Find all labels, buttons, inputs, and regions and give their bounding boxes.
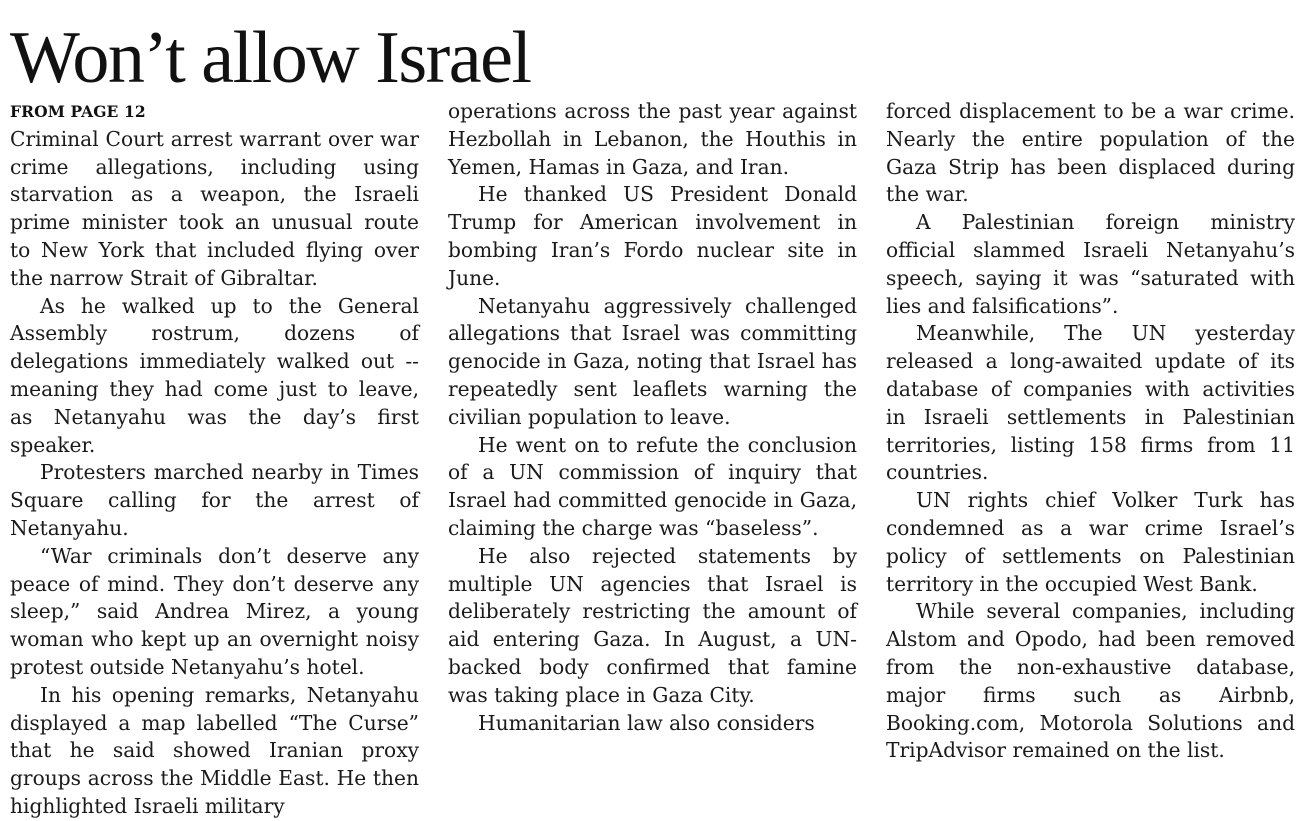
headline: Won’t allow Israel bbox=[10, 17, 531, 99]
paragraph: In his opening remarks, Netanyahu displayed a map labelled “The Curse” that he said showed Iranian proxy groups across the Middle East. He then highlighted Israeli military bbox=[10, 682, 419, 818]
paragraph: Meanwhile, The UN yesterday released a long-awaited update of its database of companies with activities in Israeli settlements in Palestinian territories, listing 158 firms from 11 countries. bbox=[886, 321, 1295, 485]
paragraph: “War criminals don’t deserve any peace of mind. They don’t deserve any sleep,” said Andrea Mirez, a young woman who kept up an overnight noisy protest outside Netanyahu’s hotel. bbox=[10, 543, 419, 679]
paragraph: While several companies, including Alstom and Opodo, had been removed from the non-exhaustive database, major firms such as Airbnb, Booking.com, Motorola Solutions and TripAdvisor remained on the list. bbox=[886, 599, 1295, 763]
paragraph: He also rejected statements by multiple UN agencies that Israel is deliberately restricting the amount of aid entering Gaza. In August, a UN-backed body confirmed that famine was taking place in Gaza City. bbox=[448, 543, 857, 707]
paragraph: He went on to refute the conclusion of a UN commission of inquiry that Israel had committed genocide in Gaza, claiming the charge was “baseless”. bbox=[448, 432, 857, 540]
paragraph: A Palestinian foreign ministry official slammed Israeli Netanyahu’s speech, saying it was “saturated with lies and falsifications”. bbox=[886, 210, 1295, 318]
paragraph: Netanyahu aggressively challenged allegations that Israel was committing genocide in Gaza, noting that Israel has repeatedly sent leaflets warning the civilian population to leave. bbox=[448, 293, 857, 429]
continuation-kicker: FROM PAGE 12 bbox=[10, 102, 146, 121]
paragraph: UN rights chief Volker Turk has condemned as a war crime Israel’s policy of settlements on Palestinian territory in the occupied West Bank. bbox=[886, 488, 1295, 596]
paragraph: forced displacement to be a war crime. Nearly the entire population of the Gaza Strip has been displaced during the war. bbox=[886, 99, 1295, 207]
article-column-1 bbox=[10, 98, 419, 821]
paragraph: Humanitarian law also considers bbox=[478, 710, 815, 735]
paragraph: operations across the past year against Hezbollah in Lebanon, the Houthis in Yemen, Hamas in Gaza, and Iran. bbox=[448, 99, 857, 179]
paragraph: He thanked US President Donald Trump for American involvement in bombing Iran’s Fordo nuclear site in June. bbox=[448, 182, 857, 290]
paragraph: Criminal Court arrest warrant over war crime allegations, including using starvation as a weapon, the Israeli prime minister took an unusual route to New York that included flying over the narrow Strait of Gibraltar. bbox=[10, 126, 419, 290]
article-column-3 bbox=[886, 98, 1295, 765]
article-column-2 bbox=[448, 98, 857, 737]
paragraph: As he walked up to the General Assembly rostrum, dozens of delegations immediately walked out -- meaning they had come just to leave, as Netanyahu was the day’s first speaker. bbox=[10, 293, 419, 457]
paragraph: Protesters marched nearby in Times Square calling for the arrest of Netanyahu. bbox=[10, 460, 419, 540]
